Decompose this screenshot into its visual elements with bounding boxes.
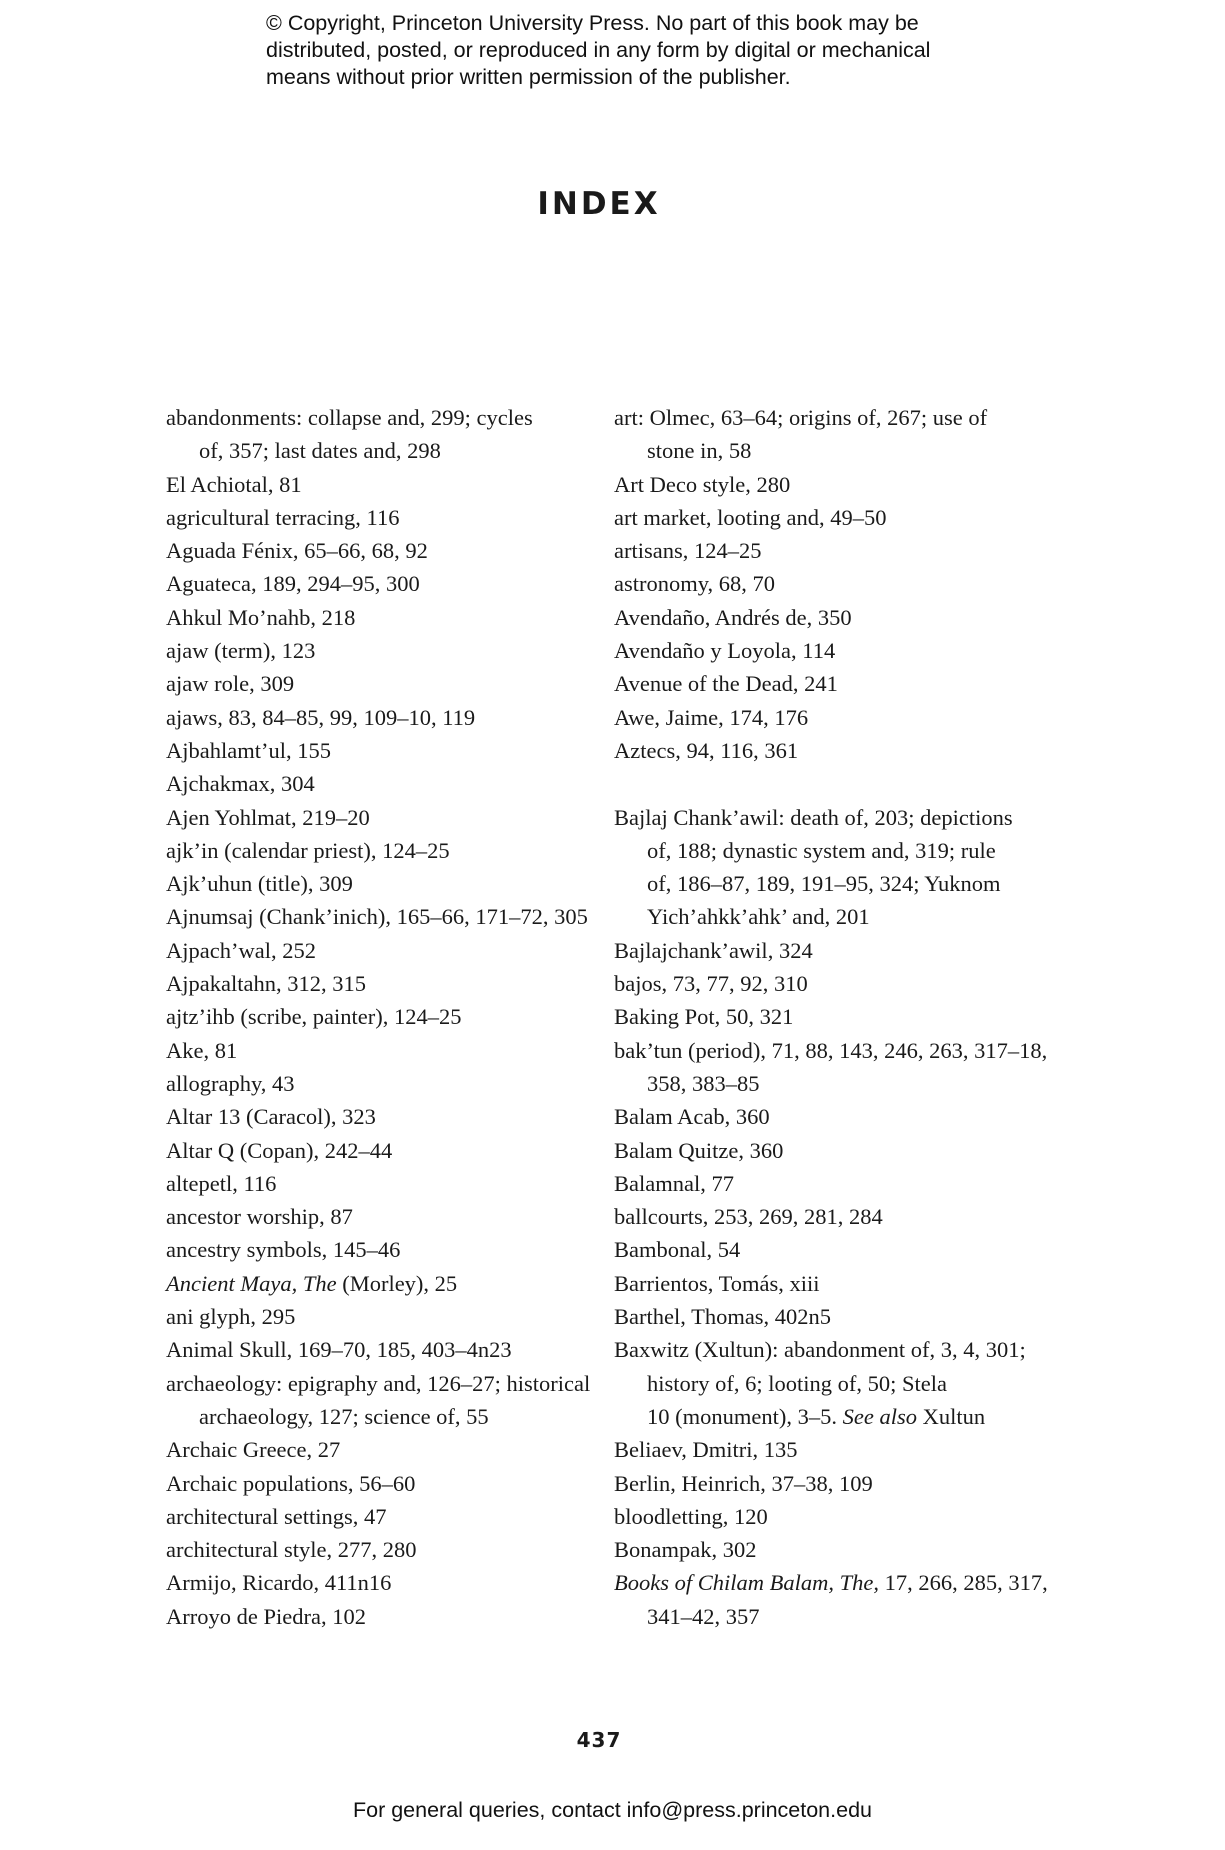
index-entry: agricultural terracing, 116 — [166, 504, 400, 530]
index-entry: Arroyo de Piedra, 102 — [166, 1603, 366, 1629]
index-entry: Barrientos, Tomás, xiii — [614, 1270, 820, 1296]
index-entry: architectural settings, 47 — [166, 1503, 387, 1529]
index-entry: ancestor worship, 87 — [166, 1204, 353, 1230]
index-entry: ajaws, 83, 84–85, 99, 109–10, 119 — [166, 704, 476, 730]
page-number: 437 — [576, 1728, 622, 1752]
index-column-right — [614, 401, 1048, 1633]
index-entry: El Achiotal, 81 — [166, 471, 302, 497]
index-entry: Berlin, Heinrich, 37–38, 109 — [614, 1470, 873, 1496]
copyright-notice — [266, 10, 1026, 91]
index-entry: ani glyph, 295 — [166, 1304, 296, 1330]
index-entry: Altar Q (Copan), 242–44 — [166, 1137, 393, 1163]
index-entry: Ajnumsaj (Chank’inich), 165–66, 171–72, 305 — [166, 904, 588, 930]
letter-section-gap — [614, 767, 1044, 800]
index-entry: Beliaev, Dmitri, 135 — [614, 1437, 798, 1463]
index-entry: Balam Quitze, 360 — [614, 1137, 784, 1163]
index-entry: Ahkul Mo’nahb, 218 — [166, 604, 356, 630]
index-entry: ajtz’ihb (scribe, painter), 124–25 — [166, 1004, 462, 1030]
index-entry: Art Deco style, 280 — [614, 471, 791, 497]
index-entry: archaeology: epigraphy and, 126–27; historical archaeology, 127; science of, 55 — [166, 1370, 591, 1429]
index-entry: Ajbahlamt’ul, 155 — [166, 737, 331, 763]
index-entry: Aguateca, 189, 294–95, 300 — [166, 571, 420, 597]
index-entry: ajk’in (calendar priest), 124–25 — [166, 837, 450, 863]
index-entry: Archaic populations, 56–60 — [166, 1470, 416, 1496]
index-entry: artisans, 124–25 — [614, 538, 762, 564]
index-entry: art market, looting and, 49–50 — [614, 504, 887, 530]
index-entry: Balam Acab, 360 — [614, 1104, 770, 1130]
index-entry: Avenue of the Dead, 241 — [614, 671, 838, 697]
index-entry: architectural style, 277, 280 — [166, 1537, 417, 1563]
index-entry: ajaw role, 309 — [166, 671, 295, 697]
index-entry: bak’tun (period), 71, 88, 143, 246, 263, 317–18, 358, 383–85 — [614, 1037, 1048, 1096]
index-entry: Ajen Yohlmat, 219–20 — [166, 804, 370, 830]
index-entry: altepetl, 116 — [166, 1170, 277, 1196]
index-entry: Ajpakaltahn, 312, 315 — [166, 971, 366, 997]
copyright-line: distributed, posted, or reproduced in any form by digital or mechanical — [266, 38, 931, 62]
footer-contact: For general queries, contact info@press.princeton.edu — [352, 1798, 872, 1822]
index-entry: allography, 43 — [166, 1070, 295, 1096]
index-entry: Balamnal, 77 — [614, 1170, 734, 1196]
index-entry: Aztecs, 94, 116, 361 — [614, 737, 799, 763]
index-entry: Barthel, Thomas, 402n5 — [614, 1304, 832, 1330]
index-entry: art: Olmec, 63–64; origins of, 267; use of stone in, 58 — [614, 405, 988, 464]
index-entry: Ajk’uhun (title), 309 — [166, 871, 353, 897]
index-entry: bloodletting, 120 — [614, 1503, 768, 1529]
index-entry: Awe, Jaime, 174, 176 — [614, 704, 809, 730]
index-entry: Bonampak, 302 — [614, 1537, 757, 1563]
index-entry: Ajpach’wal, 252 — [166, 937, 316, 963]
index-entry: Ajchakmax, 304 — [166, 771, 315, 797]
index-entry: Avendaño y Loyola, 114 — [614, 638, 836, 664]
index-entry: Bajlaj Chank’awil: death of, 203; depictions of, 188; dynastic system and, 319; rule of, 186–87, 189, 191–95, 324; Yuknom Yich’ahkk’ahk’ and, 201 — [614, 804, 1013, 930]
index-entry: Baxwitz (Xultun): abandonment of, 3, 4, 301; history of, 6; looting of, 50; Stela 10 (monument), 3–5. See also Xultun — [614, 1337, 1026, 1429]
index-entry: ancestry symbols, 145–46 — [166, 1237, 401, 1263]
index-entry: Baking Pot, 50, 321 — [614, 1004, 794, 1030]
index-column-left — [166, 401, 606, 1633]
index-entry: Bajlajchank’awil, 324 — [614, 937, 813, 963]
index-entry: Ancient Maya, The (Morley), 25 — [166, 1270, 458, 1296]
page-title: INDEX — [537, 186, 661, 222]
copyright-line: © Copyright, Princeton University Press. No part of this book may be — [266, 11, 919, 35]
index-entry: Ake, 81 — [166, 1037, 238, 1063]
index-entry: Altar 13 (Caracol), 323 — [166, 1104, 376, 1130]
index-entry: Bambonal, 54 — [614, 1237, 741, 1263]
index-entry: Animal Skull, 169–70, 185, 403–4n23 — [166, 1337, 512, 1363]
index-entry: Aguada Fénix, 65–66, 68, 92 — [166, 538, 428, 564]
index-entry: Armijo, Ricardo, 411n16 — [166, 1570, 392, 1596]
index-entry: ballcourts, 253, 269, 281, 284 — [614, 1204, 883, 1230]
index-entry: astronomy, 68, 70 — [614, 571, 776, 597]
index-entry: Avendaño, Andrés de, 350 — [614, 604, 852, 630]
copyright-line: means without prior written permission of the publisher. — [266, 65, 791, 89]
index-entry: Books of Chilam Balam, The, 17, 266, 285, 317, 341–42, 357 — [614, 1570, 1048, 1629]
index-entry: ajaw (term), 123 — [166, 638, 316, 664]
index-entry: bajos, 73, 77, 92, 310 — [614, 971, 808, 997]
index-entry: Archaic Greece, 27 — [166, 1437, 341, 1463]
index-entry: abandonments: collapse and, 299; cycles of, 357; last dates and, 298 — [166, 405, 533, 464]
